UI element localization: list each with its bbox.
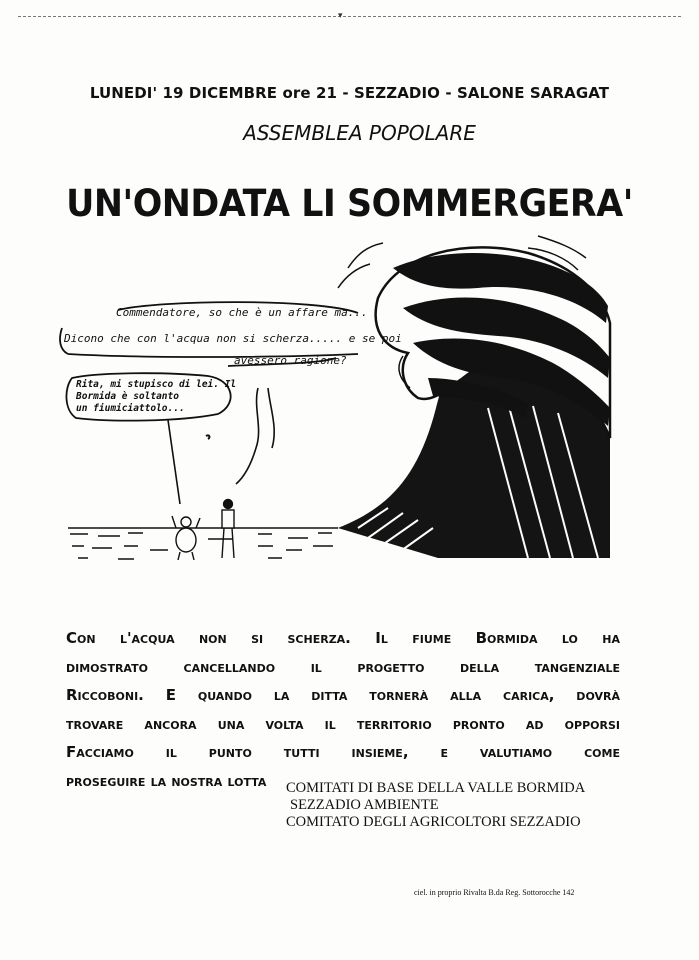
bubble-1-line-2: Dicono che con l'acqua non si scherza..... e se poi (64, 332, 402, 345)
bubble-2-line-2: Bormida è soltanto (76, 391, 179, 402)
signature-line: COMITATI DI BASE DELLA VALLE BORMIDA (286, 780, 586, 796)
event-line: LUNEDI' 19 DICEMBRE ore 21 - SEZZADIO - SALONE SARAGAT (89, 84, 610, 102)
top-mark: ▾ (338, 11, 343, 21)
top-dashed-rule (18, 16, 681, 17)
printer-footer: ciel. in proprio Rivalta B.da Reg. Sottorocche 142 (414, 888, 575, 897)
body-line: trovare ancora una volta il territorio pronto ad opporsi (66, 714, 620, 733)
body-line: dimostrato cancellando il progetto della tangenziale (66, 657, 620, 676)
body-paragraph (66, 624, 620, 796)
signature-line: SEZZADIO AMBIENTE (290, 797, 439, 813)
bubble-1-line-3: avessero ragione? (234, 354, 347, 367)
cartoon-illustration (58, 228, 618, 568)
bubble-2-line-1: Rita, mi stupisco di lei. Il (76, 379, 237, 390)
subtitle: ASSEMBLEA POPOLARE (243, 121, 476, 145)
body-line: Facciamo il punto tutti insieme, e valutiamo come (66, 743, 620, 762)
signature-line: COMITATO DEGLI AGRICOLTORI SEZZADIO (286, 814, 581, 830)
headline: UN'ONDATA LI SOMMERGERA' (66, 182, 633, 225)
bubble-2-line-3: un fiumiciattolo... (76, 403, 185, 414)
body-line: proseguire la nostra lotta (66, 771, 267, 790)
bubble-1-line-1: Commendatore, so che è un affare ma... (116, 306, 368, 319)
signatures (286, 780, 585, 831)
body-line: Con l'acqua non si scherza. Il fiume Bormida lo ha (66, 629, 620, 647)
body-line: Riccoboni. E quando la ditta tornerà alla carica, dovrà (66, 686, 620, 705)
